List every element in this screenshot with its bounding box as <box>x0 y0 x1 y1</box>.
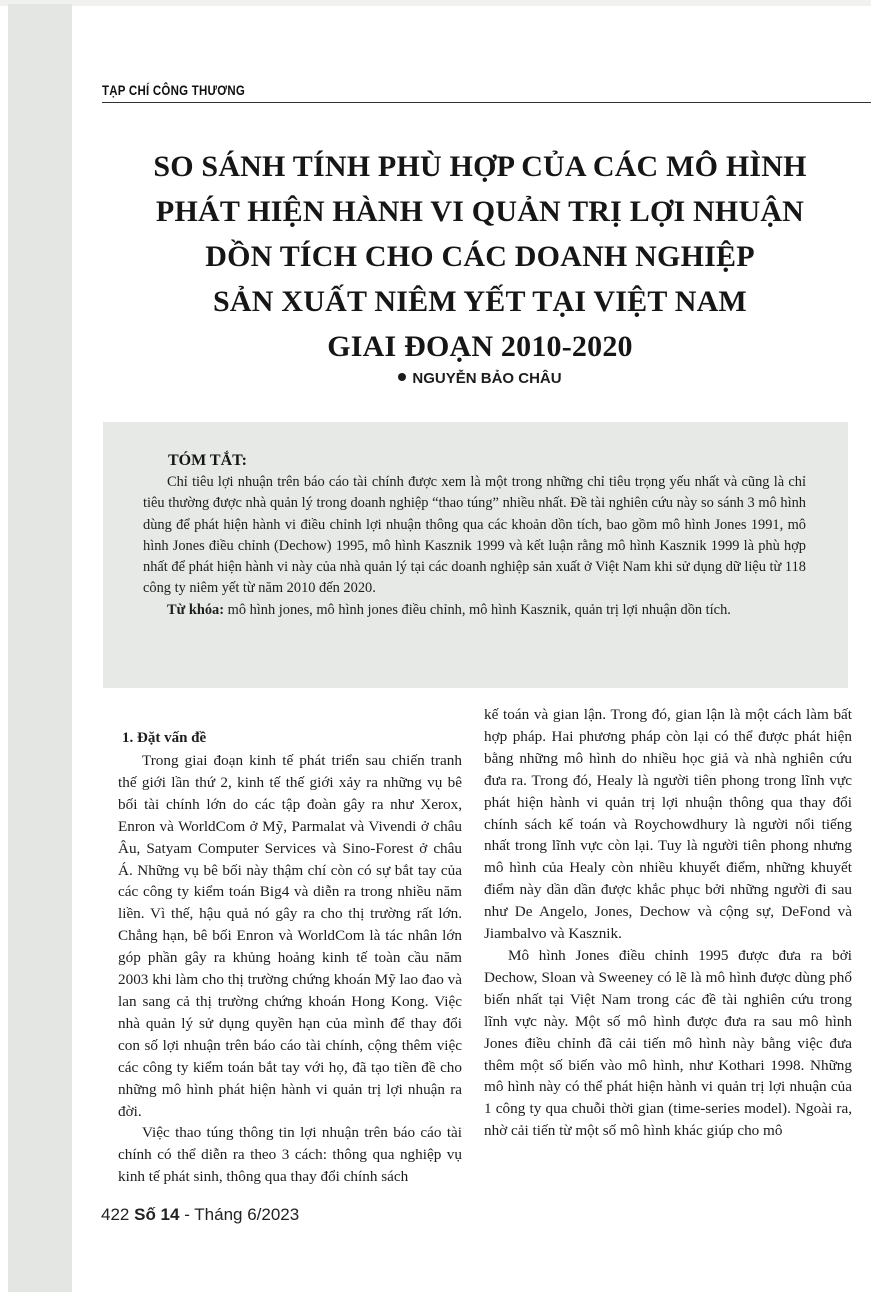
title-line: SO SÁNH TÍNH PHÙ HỢP CỦA CÁC MÔ HÌNH <box>153 150 807 183</box>
issue-number: Số 14 <box>134 1205 180 1224</box>
paragraph: Việc thao túng thông tin lợi nhuận trên báo cáo tài chính có thể diễn ra theo 3 cách: thông qua nghiệp vụ kinh tế phát sinh, thông qua thay đổi chính sách <box>118 1124 462 1186</box>
paragraph: Trong giai đoạn kinh tế phát triển sau chiến tranh thế giới lần thứ 2, kinh tế thế giới xảy ra những vụ bê bối tài chính lớn do các tập đoàn gây ra như Xerox, Enron và WorldCom ở Mỹ, Parmalat và Vivendi ở châu Âu, Satyam Computer Services và Sino-Forest ở châu Á. Những vụ bê bối này thậm chí còn có sự bắt tay của các công ty kiểm toán Big4 và diễn ra trong nhiều năm liền. Vì thế, hậu quả nó gây ra cho thị trường rất lớn. Chẳng hạn, bê bối Enron và WorldCom là tác nhân lớn góp phần gây ra khủng hoảng kinh tế toàn cầu năm 2003 khi làm cho thị trường chứng khoán Mỹ lao đao và lan sang cả thị trường chứng khoán Hong Kong. Việc nhà quản lý sử dụng quyền hạn của mình để thay đổi con số lợi nhuận trên báo cáo tài chính, cộng thêm việc các công ty kiểm toán bắt tay với họ, đã tạo tiền đề cho những mô hình phát hiện hành vi quản trị lợi nhuận ra đời. <box>118 752 462 1120</box>
author-name: NGUYỄN BẢO CHÂU <box>412 370 562 387</box>
journal-header <box>102 82 871 103</box>
issue-date: - Tháng 6/2023 <box>179 1205 300 1224</box>
abstract-heading: TÓM TẮT: <box>168 452 247 469</box>
section-heading: 1. Đặt vấn đề <box>122 730 207 746</box>
paragraph: Mô hình Jones điều chỉnh 1995 được đưa ra bởi Dechow, Sloan và Sweeney có lẽ là mô hình được dùng phổ biến nhất tại Việt Nam trong các đề tài nghiên cứu trong lĩnh vực này. Một số mô hình được đưa ra sau mô hình Jones điều chỉnh đã cải tiến mô hình này bằng việc đưa thêm một số biến vào mô hình, như Kothari 1998. Những mô hình này có thể phát hiện hành vi quản trị lợi nhuận của 1 công ty qua chuỗi thời gian (time-series model). Ngoài ra, nhờ cải tiến từ một số mô hình khác giúp cho mô <box>484 946 852 1140</box>
body-column-left <box>118 726 462 1188</box>
title-line: DỒN TÍCH CHO CÁC DOANH NGHIỆP <box>205 240 755 273</box>
keywords-text: mô hình jones, mô hình jones điều chỉnh, mô hình Kasznik, quản trị lợi nhuận dồn tích. <box>224 601 731 618</box>
page-number: 422 <box>101 1205 130 1224</box>
article-title <box>100 144 860 369</box>
margin-strip <box>8 4 72 1292</box>
bullet-icon <box>398 373 406 381</box>
abstract-body <box>143 472 806 621</box>
paragraph: kế toán và gian lận. Trong đó, gian lận là một cách làm bất hợp pháp. Hai phương pháp còn lại có thể được phát hiện bằng những mô hình do nhiều học giả và nhà nghiên cứu đưa ra. Trong đó, Healy là người tiên phong trong lĩnh vực phát hiện hành vi quản trị lợi nhuận thông qua thay đổi chính sách kế toán và Roychowdhury là người nổi tiếng nhất trong lĩnh vực còn lại. Tuy là người tiên phong nhưng mô hình của Healy còn nhiều khuyết điểm, những khuyết điểm này dần dần được khắc phục bởi những người đi sau như De Angelo, Jones, Dechow và cộng sự, DeFond và Jiambalvo và Kasznik. <box>484 706 852 943</box>
title-line: PHÁT HIỆN HÀNH VI QUẢN TRỊ LỢI NHUẬN <box>155 195 805 228</box>
page-footer <box>101 1205 299 1225</box>
keywords <box>143 600 806 621</box>
title-line: GIAI ĐOẠN 2010-2020 <box>327 330 633 363</box>
body-column-right <box>484 704 852 1142</box>
author-line <box>0 370 871 387</box>
page-top-shade <box>0 0 871 6</box>
journal-name: TẠP CHÍ CÔNG THƯƠNG <box>102 82 246 98</box>
title-line: SẢN XUẤT NIÊM YẾT TẠI VIỆT NAM <box>213 285 747 318</box>
abstract-text: Chỉ tiêu lợi nhuận trên báo cáo tài chính được xem là một trong những chỉ tiêu trọng yếu nhất và cũng là chỉ tiêu thường được nhà quản lý trong doanh nghiệp “thao túng” nhiều nhất. Đề tài nghiên cứu này so sánh 3 mô hình dùng để phát hiện hành vi điều chỉnh lợi nhuận thông qua các khoản dồn tích, bao gồm mô hình Jones 1991, mô hình Jones điều chỉnh (Dechow) 1995, mô hình Kasznik 1999 và kết luận rằng mô hình Kasznik 1999 là phù hợp nhất để phát hiện hành vi này của nhà quản lý tại các doanh nghiệp sản xuất ở Việt Nam khi sử dụng dữ liệu từ 118 công ty niêm yết từ năm 2010 đến 2020. <box>143 474 806 597</box>
keywords-label: Từ khóa: <box>167 601 225 618</box>
